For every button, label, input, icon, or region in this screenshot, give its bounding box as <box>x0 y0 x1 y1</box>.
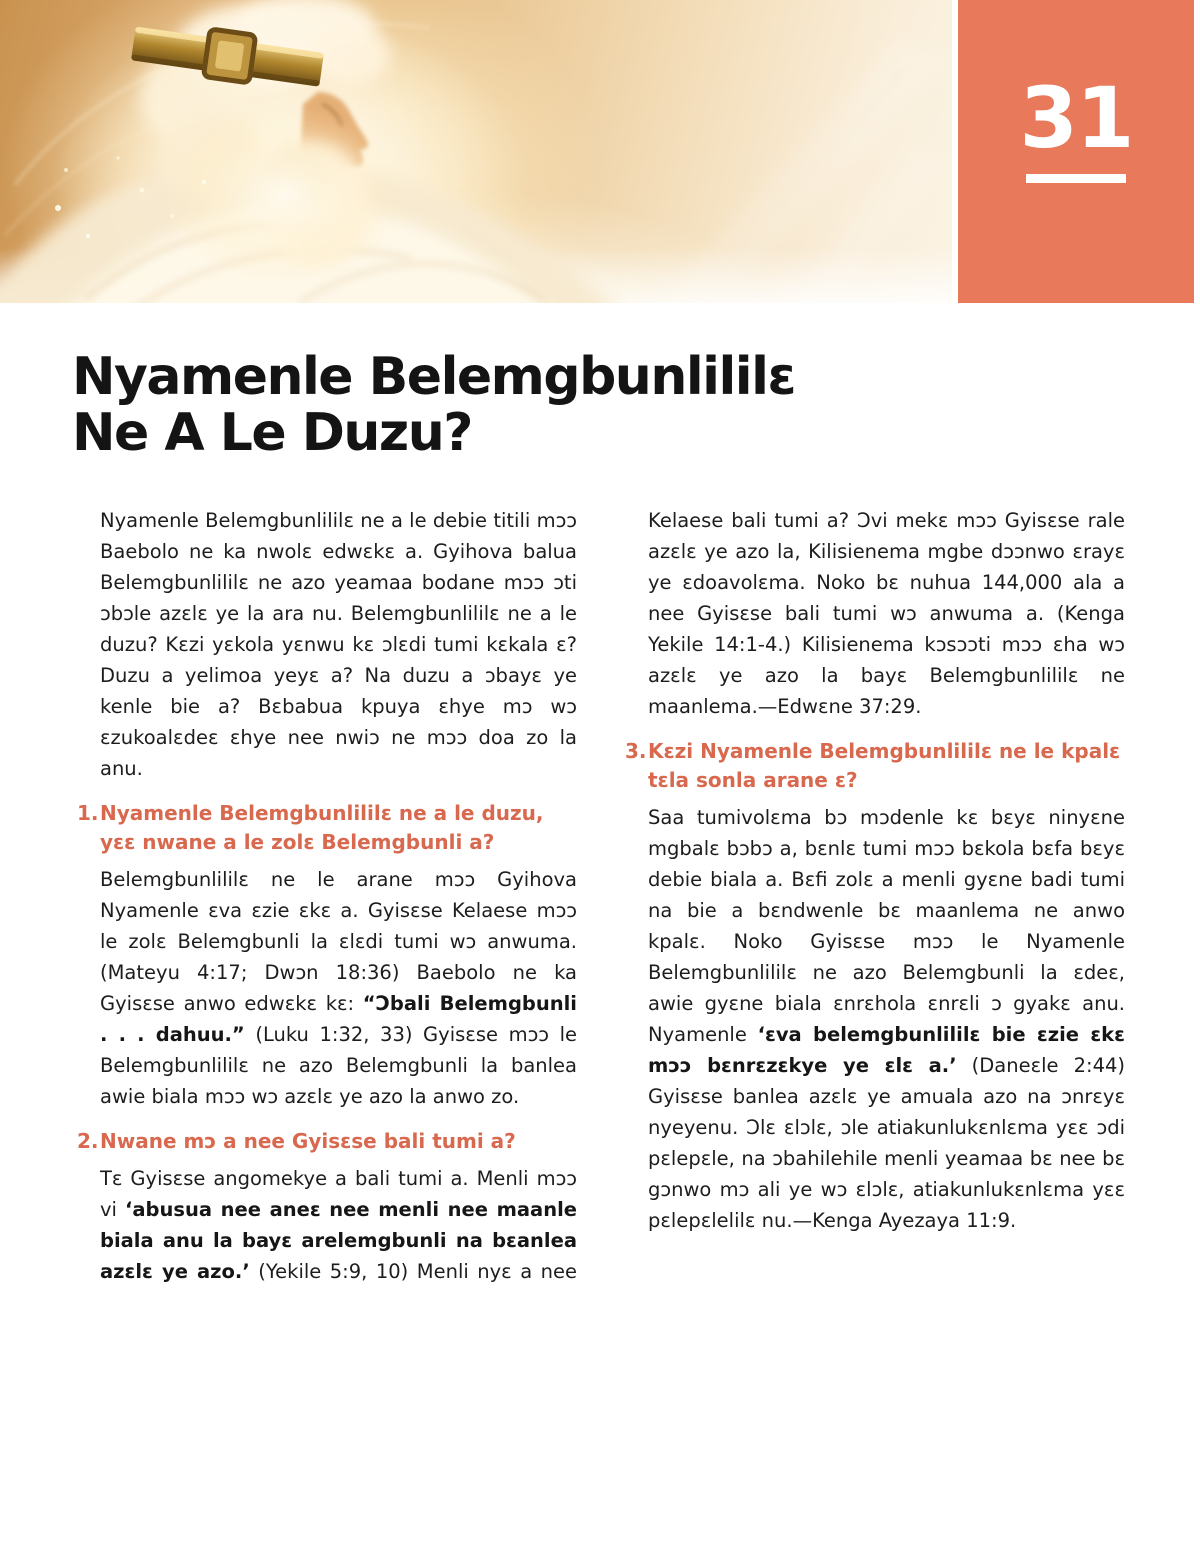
page-title-line2: Ne A Le Duzu? <box>72 403 472 463</box>
question-2-answer: Tɛ Gyisɛse angomekye a bali tumi a. Menli mɔɔ vi ‘abusua nee aneɛ nee menli nee maanle biala anu la bayɛ arelemgbunli na bɛanlea azɛlɛ ye azo.’ (Yekile 5:9, 10) Menli nyɛ a nee Kelaese bali tumi a? Ɔvi mekɛ mɔɔ Gyisɛse rale azɛlɛ ye azo la, Kilisienema mgbe dɔɔnwo ɛrayɛ ye ɛdoavolɛma. Noko bɛ nuhua 144,000 ala a nee Gyisɛse bali tumi wɔ anwuma a. (Kenga Yekile 14:1-4.) Kilisienema kɔsɔɔti mɔɔ ɛha wɔ azɛlɛ ye azo la bayɛ Belemgbunlililɛ ne maanlema.—Edwɛne 37:29. <box>100 509 1125 1283</box>
intro-paragraph: Nyamenle Belemgbunlililɛ ne a le debie titili mɔɔ Baebolo ne ka nwolɛ edwɛkɛ a. Gyihova balua Belemgbunlililɛ ne azo yeamaa bodane mɔɔ ɔti ɔbɔle azɛlɛ ye la ara nu. Belemgbunlililɛ ne a le duzu? Kɛzi yɛkola yɛnwu kɛ ɔlɛdi tumi kɛkala ɛ? Duzu a yelimoa yeyɛ a? Na duzu a ɔbayɛ ye kenle bie a? Bɛbabua kpuya ɛhye mɔ wɔ ɛzukoalɛdeɛ ɛhye nee nwiɔ ne mɔɔ doa zo la anu. <box>100 509 577 780</box>
article-body <box>77 505 1125 1305</box>
question-3-number: 3. <box>625 739 647 763</box>
chapter-number: 31 <box>1019 69 1133 167</box>
question-block-3 <box>625 737 1125 1236</box>
question-3-answer: Saa tumivolɛma bɔ mɔdenle kɛ bɛyɛ ninyɛne mgbalɛ bɔbɔ a, bɛnlɛ tumi mɔɔ bɛkola bɛfa bɛyɛ debie biala a. Bɛfi zolɛ a menli gyɛne badi tumi na bie a bɛndwenle bɛ maanlema ne anwo kpalɛ. Noko Gyisɛse mɔɔ le Nyamenle Belemgbunlililɛ ne azo Belemgbunli la ɛdeɛ, awie gyɛne biala ɛnrɛhola ɛnrɛli ɔ gyakɛ anu. Nyamenle ‘ɛva belemgbunlililɛ bie ɛzie ɛkɛ mɔɔ bɛnrɛzɛkye ye ɛlɛ a.’ (Daneɛle 2:44) Gyisɛse banlea azɛlɛ ye amuala azo na ɔnrɛyɛ nyeyenu. Ɔlɛ ɛlɔlɛ, ɔle atiakunlukɛnlɛma yɛɛ ɔdi pɛlepɛle, na ɔbahilehile menli yeamaa bɛ nee bɛ gɔnwo mɔ ali ye wɔ ɛlɔlɛ, atiakunlukɛnlɛma yɛɛ pɛlepɛlelilɛ nu.—Kenga Ayezaya 11:9. <box>648 806 1126 1232</box>
question-3-heading: 3. Kɛzi Nyamenle Belemgbunlililɛ ne le kpalɛ tɛla sonla arane ɛ? <box>625 737 1125 795</box>
question-1-number: 1. <box>77 801 99 825</box>
question-1-heading: 1. Nyamenle Belemgbunlililɛ ne a le duzu, yɛɛ nwane a le zolɛ Belemgbunli a? <box>77 799 577 857</box>
question-2-heading: 2. Nwane mɔ a nee Gyisɛse bali tumi a? <box>77 1127 577 1156</box>
page-title-line1: Nyamenle Belemgbunlililɛ <box>72 347 795 407</box>
page-title <box>72 349 1200 461</box>
chapter-number-box <box>958 0 1194 303</box>
question-block-1 <box>77 799 577 1112</box>
hero-banner <box>0 0 1200 303</box>
question-2-number: 2. <box>77 1129 99 1153</box>
question-1-answer: Belemgbunlililɛ ne le arane mɔɔ Gyihova Nyamenle ɛva ɛzie ɛkɛ a. Gyisɛse Kelaese mɔɔ le zolɛ Belemgbunli la ɛlɛdi tumi wɔ anwuma. (Mateyu 4:17; Dwɔn 18:36) Baebolo ne ka Gyisɛse anwo edwɛkɛ kɛ: “Ɔbali Belemgbunli . . . dahuu.” (Luku 1:32, 33) Gyisɛse mɔɔ le Belemgbunlililɛ ne azo Belemgbunli la banlea awie biala mɔɔ wɔ azɛlɛ ye azo la anwo zo. <box>100 868 577 1108</box>
hero-image-crowned-king <box>0 0 952 303</box>
chapter-underline <box>1026 174 1126 183</box>
crowned-king-illustration <box>0 0 952 303</box>
